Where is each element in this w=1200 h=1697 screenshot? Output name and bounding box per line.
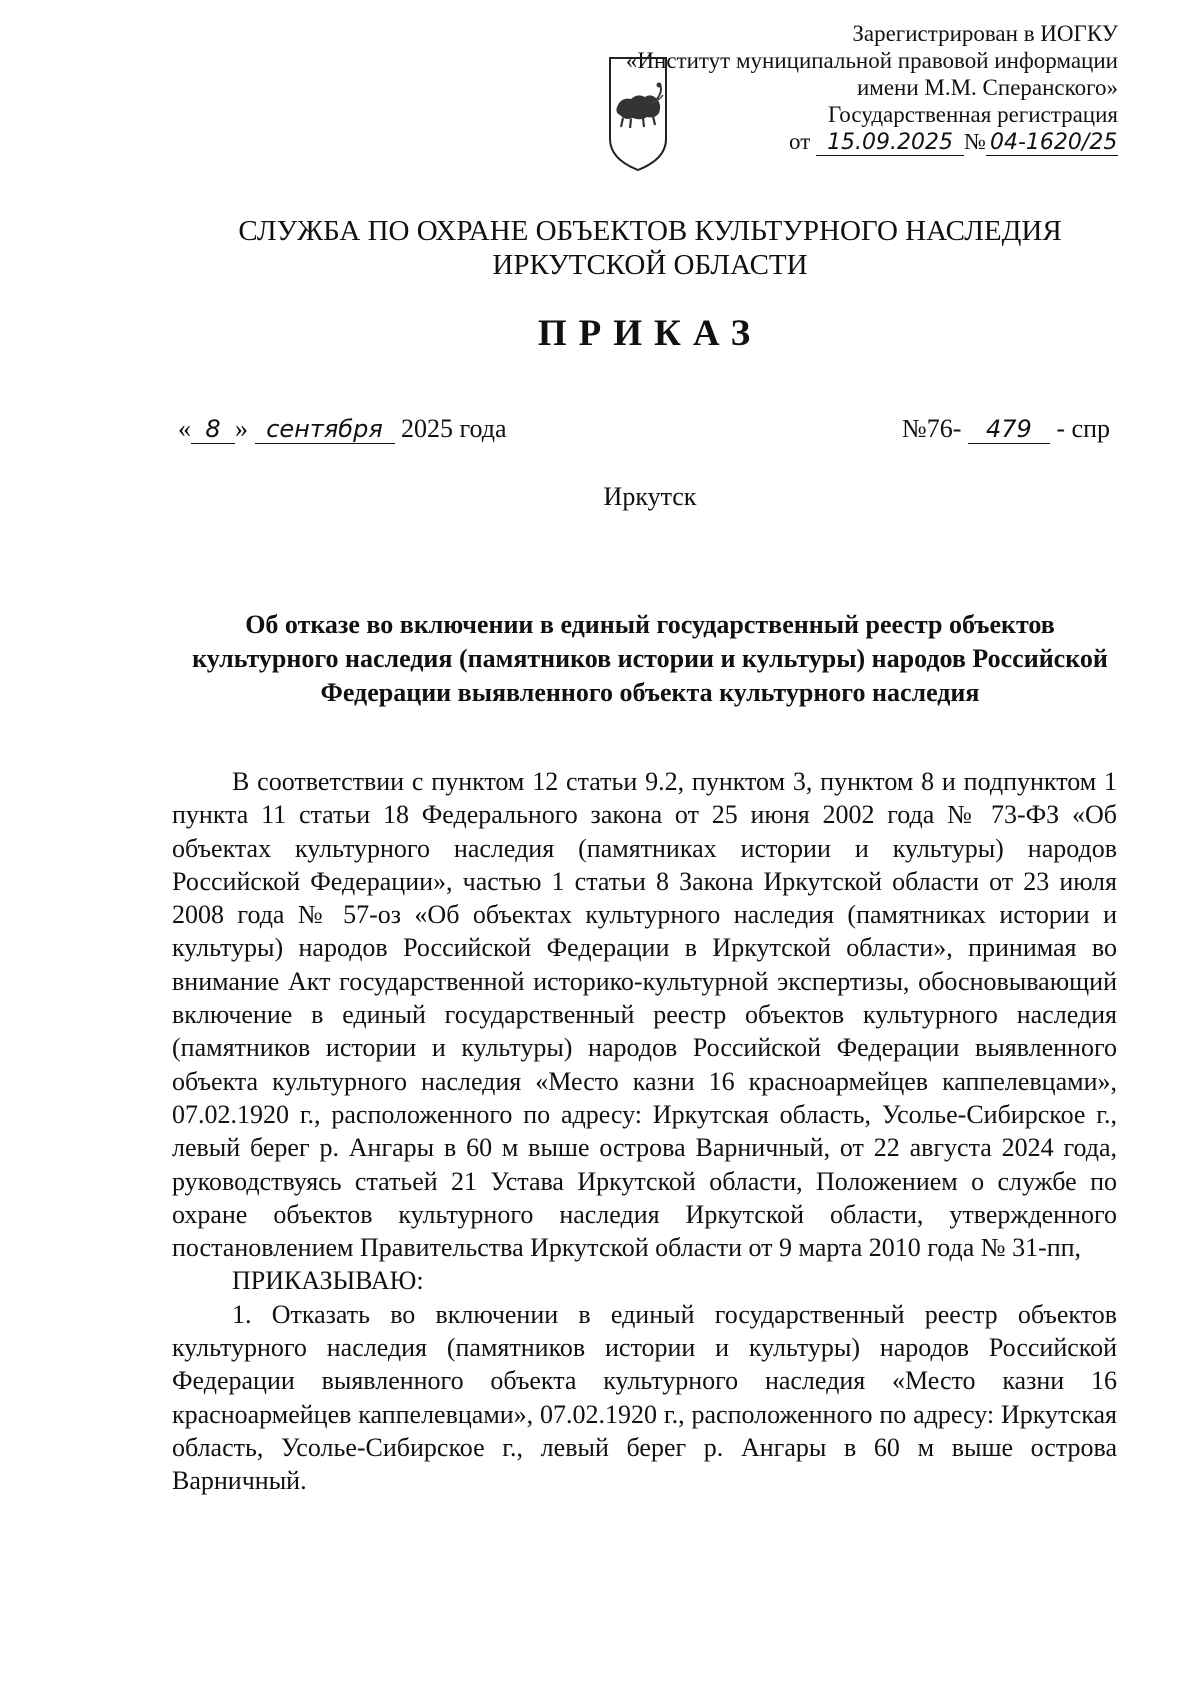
registration-number-prefix: №: [964, 129, 986, 154]
order-year: 2025 года: [401, 414, 507, 443]
order-number-value: 479: [968, 415, 1050, 444]
registration-date: 15.09.2025: [816, 131, 964, 156]
registration-line: «Институт муниципальной правовой информации: [625, 48, 1118, 73]
order-number-prefix: №76-: [901, 414, 962, 443]
coat-of-arms-icon: [607, 55, 669, 173]
order-date: [178, 414, 507, 444]
organization-name-line: ИРКУТСКОЙ ОБЛАСТИ: [492, 249, 808, 281]
date-close-quote: »: [235, 414, 248, 443]
registration-stamp: [626, 20, 1118, 156]
document-type: ПРИКАЗ: [537, 313, 763, 354]
registration-date-prefix: от: [789, 129, 811, 154]
order-title: Об отказе во включении в единый государственный реестр объектов культурного наследия (памятников истории и культуры) народов Российской Федерации выявленного объекта культурного наследия: [192, 610, 1108, 707]
registration-number: 04-1620/25: [986, 131, 1118, 156]
order-month: сентября: [255, 415, 395, 444]
order-number-suffix: - спр: [1056, 414, 1110, 443]
preamble-paragraph: В соответствии с пунктом 12 статьи 9.2, пунктом 3, пунктом 8 и подпунктом 1 пункта 11 статьи 18 Федерального закона от 25 июня 2002 года № 73-ФЗ «Об объектах культурного наследия (памятниках истории и культуры) народов Российской Федерации», частью 1 статьи 8 Закона Иркутской области от 23 июля 2008 года № 57-оз «Об объектах культурного наследия (памятниках истории и культуры) народов Российской Федерации в Иркутской области», принимая во внимание Акт государственной историко-культурной экспертизы, обосновывающий включение в единый государственный реестр объектов культурного наследия (памятников истории и культуры) народов Российской Федерации выявленного объекта культурного наследия «Место казни 16 красноармейцев каппелевцами», 07.02.1920 г., расположенного по адресу: Иркутская область, Усолье-Сибирское г., левый берег р. Ангары в 60 м выше острова Варничный, от 22 августа 2024 года, руководствуясь статьей 21 Устава Иркутской области, Положением о службе по охране объектов культурного наследия Иркутской области, утвержденного постановлением Правительства Иркутской области от 9 марта 2010 года № 31-пп,: [172, 767, 1117, 1263]
order-item: 1. Отказать во включении в единый государственный реестр объектов культурного наследия (памятников истории и культуры) народов Российской Федерации выявленного объекта культурного наследия «Место казни 16 красноармейцев каппелевцами», 07.02.1920 г., расположенного по адресу: Иркутская область, Усолье-Сибирское г., левый берег р. Ангары в 60 м выше острова Варничный.: [172, 1299, 1117, 1496]
order-word: ПРИКАЗЫВАЮ:: [232, 1266, 424, 1296]
order-day: 8: [191, 415, 235, 444]
registration-date-line: [626, 128, 1118, 156]
registration-line: Государственная регистрация: [828, 102, 1118, 127]
order-number: [902, 414, 1110, 444]
order-body: [172, 765, 1117, 1498]
city: Иркутск: [603, 482, 697, 511]
organization-name: [0, 214, 1200, 282]
date-open-quote: «: [178, 414, 191, 443]
registration-line: Зарегистрирован в ИОГКУ: [852, 21, 1118, 46]
registration-line: имени М.М. Сперанского»: [856, 75, 1118, 100]
organization-name-line: СЛУЖБА ПО ОХРАНЕ ОБЪЕКТОВ КУЛЬТУРНОГО НАСЛЕДИЯ: [238, 215, 1062, 247]
